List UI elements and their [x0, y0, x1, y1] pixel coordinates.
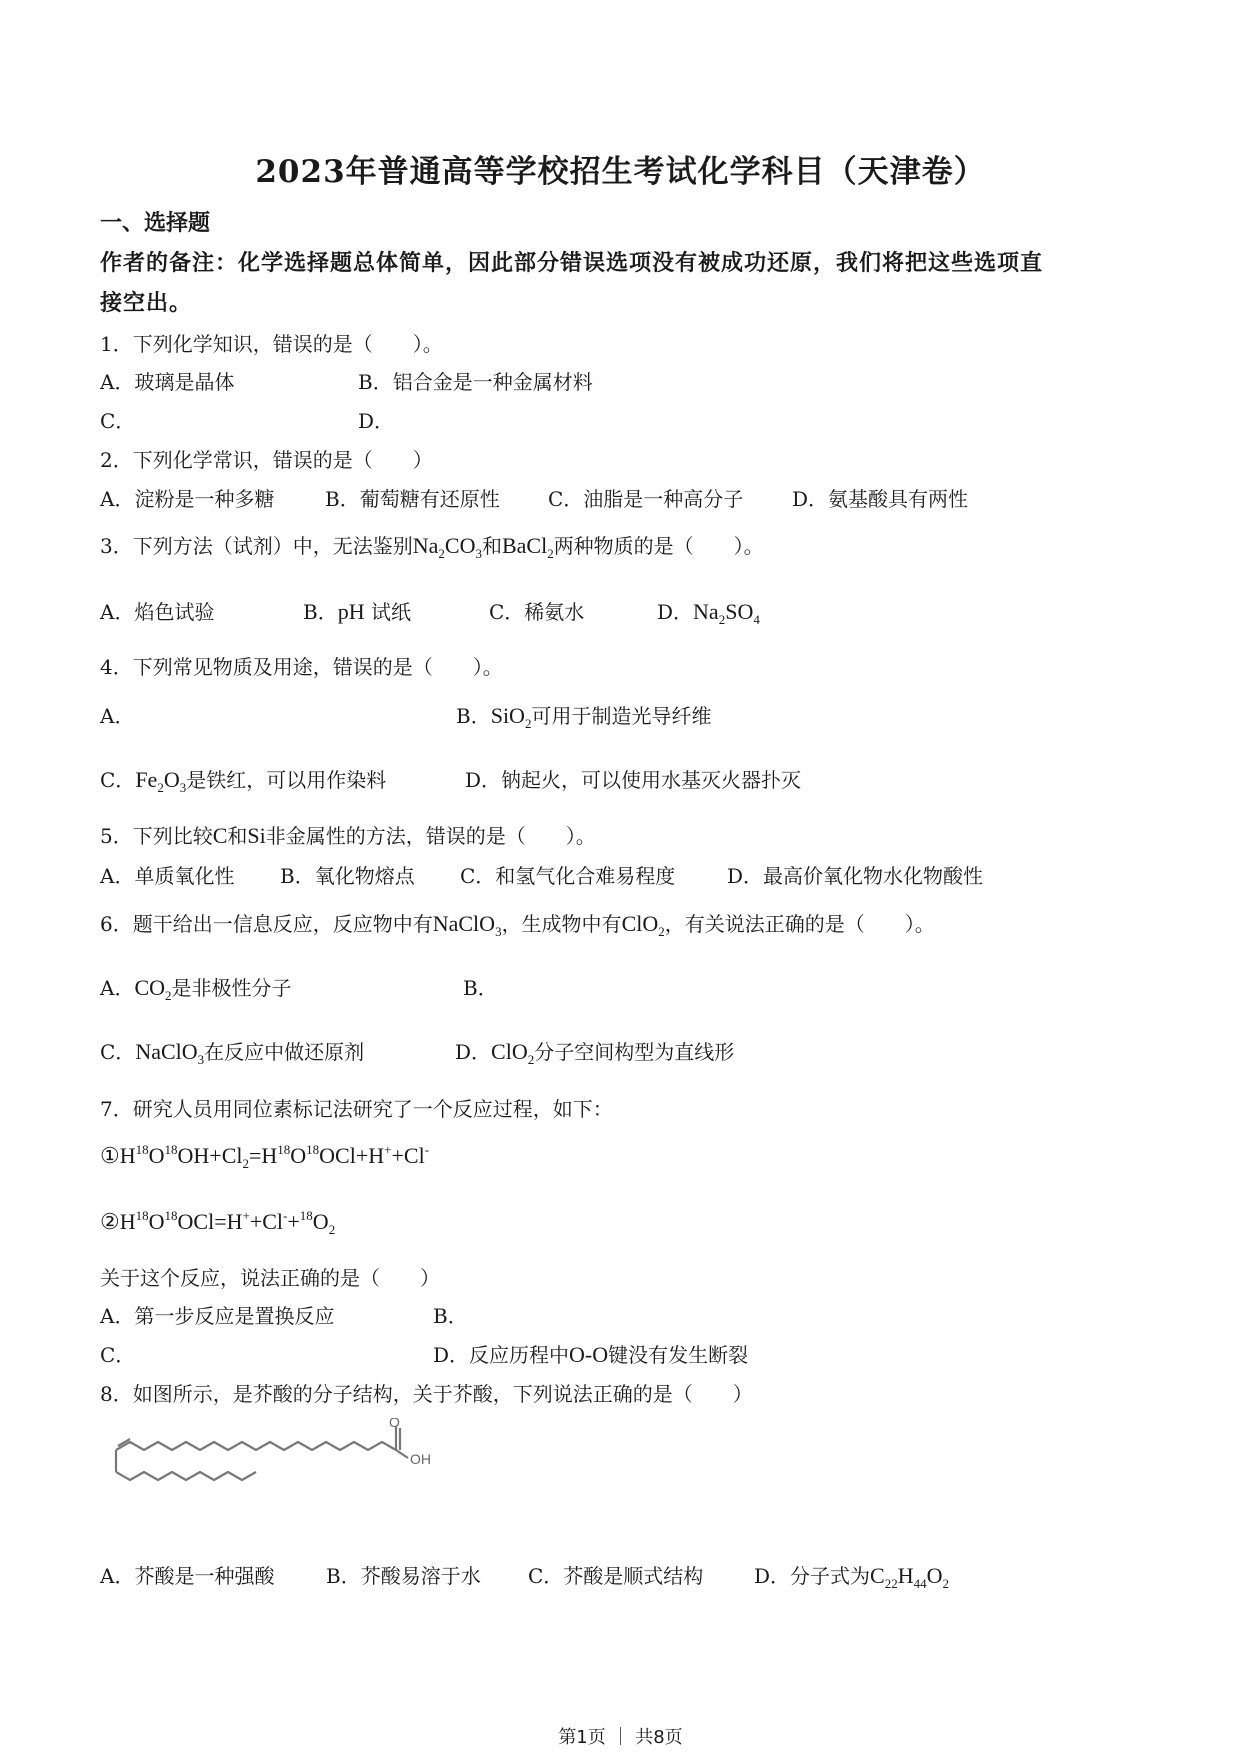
page-title: 2023年普通高等学校招生考试化学科目（天津卷）: [255, 154, 986, 190]
question-4-option-a: A．: [100, 704, 135, 728]
question-5-stem: 5．下列比较C和Si非金属性的方法，错误的是（ ）。: [100, 823, 596, 848]
equation-2: $②H^{18}O^{18}OCl=H^++Cl^-+^{18}O_2$: [100, 1208, 336, 1237]
formula-bacl2: BaCl$_2$: [501, 533, 554, 561]
author-note-line-1: 作者的备注：化学选择题总体简单，因此部分错误选项没有被成功还原，我们将把这些选项直: [100, 250, 1044, 276]
section-heading: 一、选择题: [100, 210, 211, 236]
question-2-option-d: D．氨基酸具有两性: [792, 487, 969, 511]
erucic-acid-structure-image: [108, 1418, 468, 1518]
question-1-option-c: C．: [100, 409, 136, 433]
question-4-option-c: C．$Fe_2O_3$是铁红，可以用作染料: [100, 767, 387, 795]
question-2-option-a: A．淀粉是一种多糖: [100, 487, 275, 511]
question-7-option-b: B．: [433, 1304, 468, 1328]
structure-label-oh: OH: [410, 1451, 431, 1467]
question-3-option-b: B．pH 试纸: [303, 599, 411, 624]
question-3-option-a: A．焰色试验: [100, 600, 215, 624]
question-8-option-b: B．芥酸易溶于水: [326, 1564, 481, 1588]
question-8-option-d: D．分子式为$C_{22}H_{44}O_2$: [754, 1563, 950, 1591]
question-5-option-b: B．氧化物熔点: [280, 864, 415, 888]
question-1-option-a: A．玻璃是晶体: [100, 370, 235, 394]
formula-na2co3: $Na_2CO_3$: [412, 533, 482, 561]
question-6-option-d: D．ClO$_2$分子空间构型为直线形: [455, 1039, 735, 1067]
question-8-stem: 8．如图所示，是芥酸的分子结构，关于芥酸，下列说法正确的是（ ）: [100, 1382, 753, 1406]
author-note-line-2: 接空出。: [100, 290, 193, 316]
equation-1: $①H^{18}O^{18}OH+Cl_2=H^{18}O^{18}OCl+H^++Cl^-$: [100, 1142, 430, 1171]
question-7-stem: 7．研究人员用同位素标记法研究了一个反应过程，如下：: [100, 1097, 613, 1121]
question-3-stem-text: 3．下列方法（试剂）中，无法鉴别: [100, 534, 413, 558]
question-4-stem: 4．下列常见物质及用途，错误的是（ ）。: [100, 655, 503, 679]
question-2-stem: 2．下列化学常识，错误的是（ ）: [100, 448, 433, 472]
question-6-option-c: C．NaClO$_3$在反应中做还原剂: [100, 1039, 365, 1067]
question-4-option-b: B．SiO$_2$可用于制造光导纤维: [456, 703, 712, 731]
question-4-option-d: D．钠起火，可以使用水基灭火器扑灭: [465, 768, 802, 792]
question-3-stem: 3．下列方法（试剂）中，无法鉴别$Na_2CO_3$和BaCl$_2$两种物质的是（ ）。: [100, 533, 764, 561]
question-7-option-c: C．: [100, 1343, 136, 1367]
question-8-option-a: A．芥酸是一种强酸: [100, 1564, 275, 1588]
question-5-option-a: A．单质氧化性: [100, 864, 235, 888]
question-6-option-a: A．$CO_2$是非极性分子: [100, 975, 292, 1003]
question-1-option-d: D．: [358, 409, 395, 433]
question-6-option-b: B．: [463, 976, 498, 1000]
question-3-option-c: C．稀氨水: [489, 600, 585, 624]
question-3-option-d: D．$Na_2SO_4$: [657, 599, 760, 627]
question-2-option-b: B．葡萄糖有还原性: [325, 487, 500, 511]
question-7-sub-stem: 关于这个反应，说法正确的是（ ）: [100, 1266, 440, 1290]
page-footer: 第1页 ｜ 共8页: [558, 1727, 683, 1748]
question-5-option-c: C．和氢气化合难易程度: [460, 864, 676, 888]
structure-label-o: O: [389, 1418, 400, 1430]
question-8-option-c: C．芥酸是顺式结构: [528, 1564, 704, 1588]
question-7-option-a: A．第一步反应是置换反应: [100, 1304, 335, 1328]
question-7-option-d: D．反应历程中O-O键没有发生断裂: [433, 1342, 749, 1367]
question-5-option-d: D．最高价氧化物水化物酸性: [727, 864, 984, 888]
question-1-stem: 1．下列化学知识，错误的是（ ）。: [100, 332, 443, 356]
question-2-option-c: C．油脂是一种高分子: [548, 487, 744, 511]
question-1-option-b: B．铝合金是一种金属材料: [358, 370, 593, 394]
question-6-stem: 6．题干给出一信息反应，反应物中有NaClO$_3$，生成物中有ClO$_2$，有关说法正确的是（ ）。: [100, 911, 935, 939]
